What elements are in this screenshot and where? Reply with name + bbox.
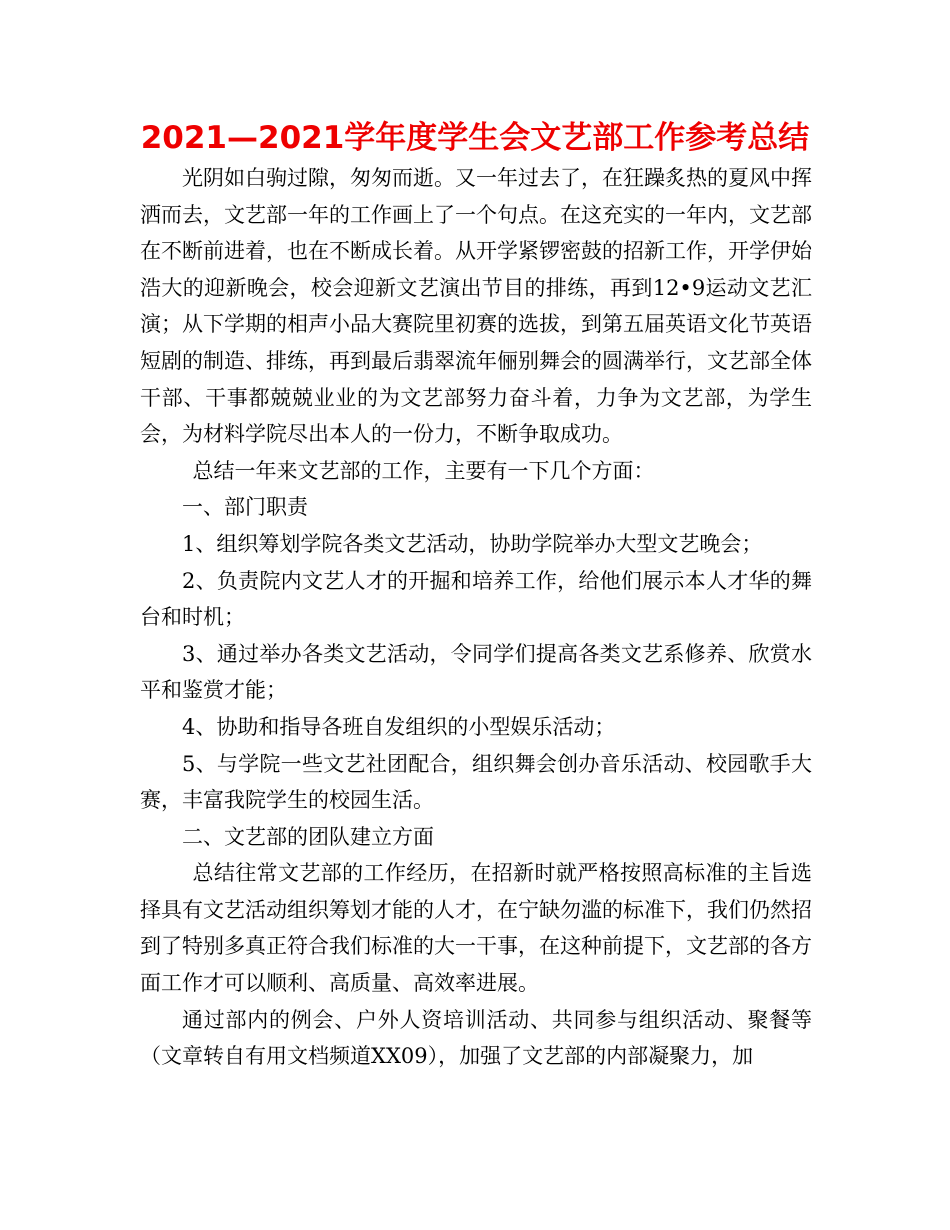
list-item-duty-3: 3、通过举办各类文艺活动，令同学们提高各类文艺系修养、欣赏水平和鉴赏才能； [140, 641, 812, 703]
list-item-duty-5: 5、与学院一些文艺社团配合，组织舞会创办音乐活动、校园歌手大赛，丰富我院学生的校园生活。 [140, 751, 812, 813]
paragraph-team-recruitment: 总结往常文艺部的工作经历，在招新时就严格按照高标准的主旨选择具有文艺活动组织筹划才能的人才，在宁缺勿滥的标准下，我们仍然招到了特别多真正符合我们标准的大一干事，在这种前提下，文艺部的各方面工作才可以顺利、高质量、高效率进展。 [140, 861, 812, 996]
section-heading-duties: 一、部门职责 [182, 495, 308, 520]
section-heading-team: 二、文艺部的团队建立方面 [182, 824, 434, 849]
paragraph-summary-lead: 总结一年来文艺部的工作，主要有一下几个方面： [192, 458, 655, 483]
list-item-duty-2: 2、负责院内文艺人才的开掘和培养工作，给他们展示本人才华的舞台和时机； [140, 568, 812, 630]
list-item-duty-4: 4、协助和指导各班自发组织的小型娱乐活动； [182, 714, 616, 739]
paragraph-team-cohesion: 通过部内的例会、户外人资培训活动、共同参与组织活动、聚餐等（文章转自有用文档频道XX09），加强了文艺部的内部凝聚力，加 [140, 1007, 812, 1069]
paragraph-intro: 光阴如白驹过隙，匆匆而逝。又一年过去了，在狂躁炙热的夏风中挥洒而去，文艺部一年的工作画上了一个句点。在这充实的一年内，文艺部在不断前进着，也在不断成长着。从开学紧锣密鼓的招新工作，开学伊始浩大的迎新晚会，校会迎新文艺演出节目的排练，再到12•9运动文艺汇演；从下学期的相声小品大赛院里初赛的选拔，到第五届英语文化节英语短剧的制造、排练，再到最后翡翠流年俪别舞会的圆满举行，文艺部全体干部、干事都兢兢业业的为文艺部努力奋斗着，力争为文艺部，为学生会，为材料学院尽出本人的一份力，不断争取成功。 [140, 166, 812, 447]
document-title: 2021—2021学年度学生会文艺部工作参考总结 [140, 120, 810, 156]
list-item-duty-1: 1、组织筹划学院各类文艺活动，协助学院举办大型文艺晚会； [182, 531, 763, 556]
document-body [140, 160, 812, 1075]
